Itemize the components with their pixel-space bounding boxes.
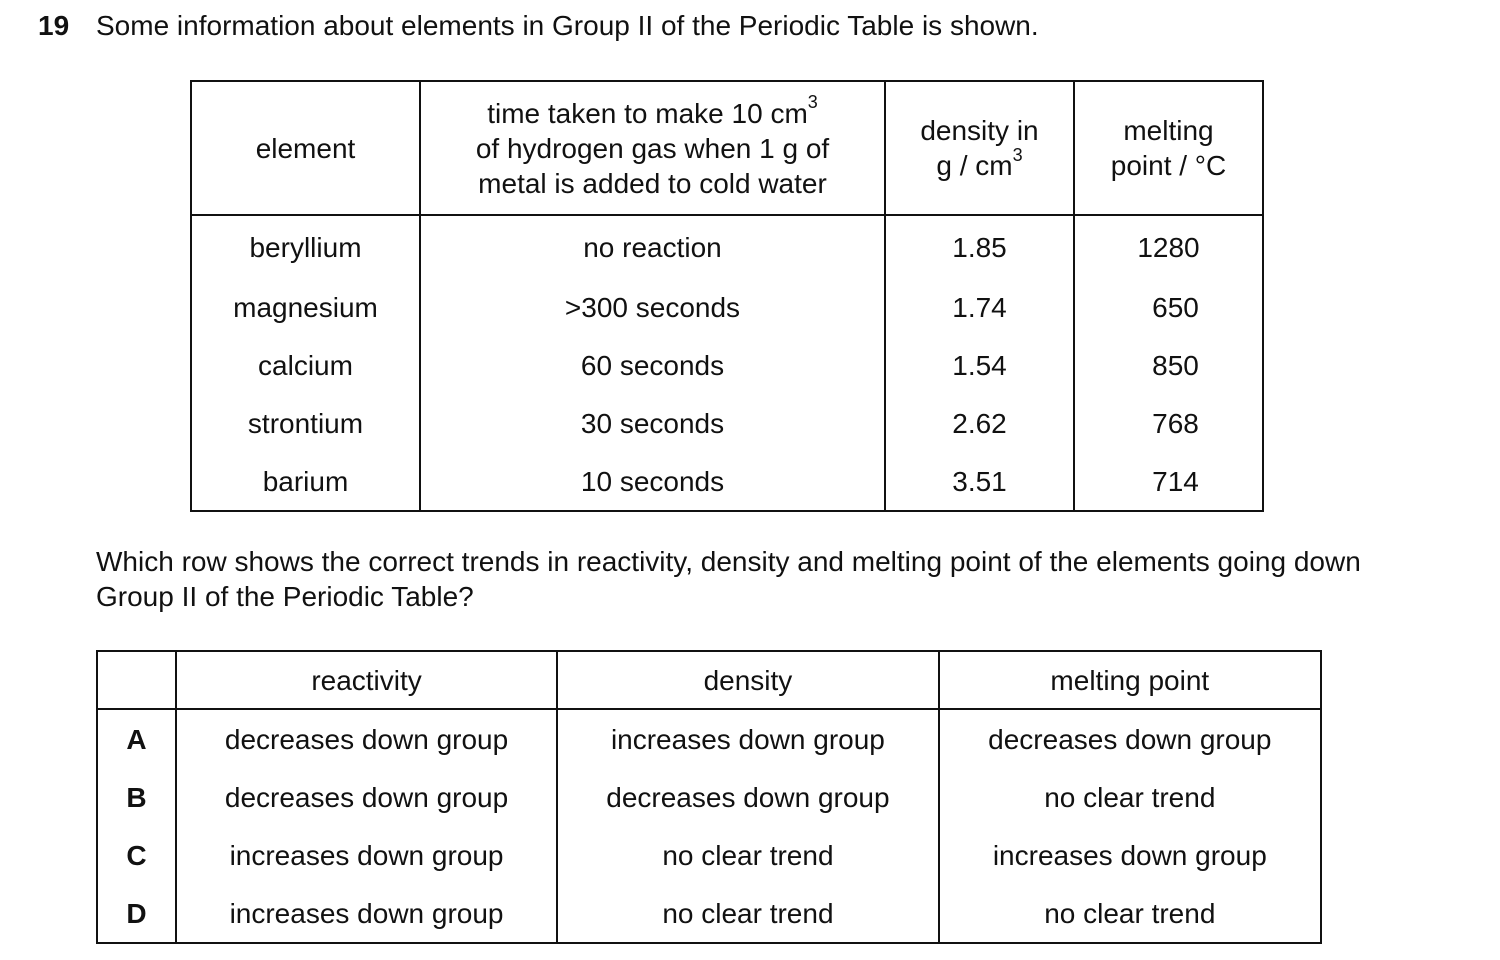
cell-time: >300 seconds bbox=[420, 278, 885, 336]
info-row-barium bbox=[191, 452, 1263, 511]
question-stem: Some information about elements in Group II of the Periodic Table is shown. bbox=[96, 10, 1039, 41]
option-density: no clear trend bbox=[557, 884, 938, 943]
options-header-row bbox=[97, 651, 1321, 709]
cell-melting: 650 bbox=[1074, 278, 1263, 336]
cell-density: 3.51 bbox=[885, 452, 1074, 511]
option-melting: decreases down group bbox=[939, 709, 1321, 768]
cell-melting: 714 bbox=[1074, 452, 1263, 511]
option-melting: increases down group bbox=[939, 826, 1321, 884]
info-row-strontium bbox=[191, 394, 1263, 452]
header-time-taken bbox=[420, 81, 885, 215]
header-melting-point: melting point bbox=[939, 651, 1321, 709]
header-time-line1: time taken to make 10 cm bbox=[487, 97, 808, 129]
option-letter[interactable]: B bbox=[97, 768, 176, 826]
cell-density: 2.62 bbox=[885, 394, 1074, 452]
option-letter[interactable]: A bbox=[97, 709, 176, 768]
question-prompt: Which row shows the correct trends in reactivity, density and melting point of the elements going down Group II of the Periodic Table? bbox=[96, 546, 1361, 612]
cell-element: beryllium bbox=[191, 215, 420, 278]
option-density: no clear trend bbox=[557, 826, 938, 884]
cell-density: 1.85 bbox=[885, 215, 1074, 278]
header-density-line2: g / cm bbox=[936, 150, 1013, 181]
option-melting: no clear trend bbox=[939, 884, 1321, 943]
cell-density: 1.74 bbox=[885, 278, 1074, 336]
option-melting: no clear trend bbox=[939, 768, 1321, 826]
option-density: increases down group bbox=[557, 709, 938, 768]
cell-time: no reaction bbox=[420, 215, 885, 278]
cell-melting: 1280 bbox=[1074, 215, 1263, 278]
header-blank bbox=[97, 651, 176, 709]
header-density-line1: density in bbox=[920, 115, 1039, 146]
cell-melting: 850 bbox=[1074, 336, 1263, 394]
cell-time: 10 seconds bbox=[420, 452, 885, 511]
cell-element: magnesium bbox=[191, 278, 420, 336]
header-element: element bbox=[191, 81, 420, 215]
cell-time: 60 seconds bbox=[420, 336, 885, 394]
option-letter[interactable]: D bbox=[97, 884, 176, 943]
cell-element: strontium bbox=[191, 394, 420, 452]
option-reactivity: increases down group bbox=[176, 826, 557, 884]
header-time-sup: 3 bbox=[807, 92, 818, 113]
info-table-header-row bbox=[191, 81, 1263, 215]
cell-element: barium bbox=[191, 452, 420, 511]
header-time-line3: metal is added to cold water bbox=[478, 167, 827, 199]
info-row-magnesium bbox=[191, 278, 1263, 336]
cell-density: 1.54 bbox=[885, 336, 1074, 394]
header-melting-line1: melting bbox=[1123, 115, 1214, 146]
option-row-a[interactable] bbox=[97, 709, 1321, 768]
cell-melting: 768 bbox=[1074, 394, 1263, 452]
option-density: decreases down group bbox=[557, 768, 938, 826]
header-density bbox=[885, 81, 1074, 215]
header-time-line2: of hydrogen gas when 1 g of bbox=[475, 132, 830, 164]
option-row-c[interactable] bbox=[97, 826, 1321, 884]
option-reactivity: decreases down group bbox=[176, 709, 557, 768]
cell-element: calcium bbox=[191, 336, 420, 394]
header-density-sup: 3 bbox=[1012, 144, 1023, 165]
header-melting-line2: point / °C bbox=[1110, 150, 1227, 181]
option-row-b[interactable] bbox=[97, 768, 1321, 826]
option-reactivity: increases down group bbox=[176, 884, 557, 943]
info-row-calcium bbox=[191, 336, 1263, 394]
cell-time: 30 seconds bbox=[420, 394, 885, 452]
option-reactivity: decreases down group bbox=[176, 768, 557, 826]
header-density: density bbox=[557, 651, 938, 709]
info-row-beryllium bbox=[191, 215, 1263, 278]
question-number: 19 bbox=[38, 10, 70, 41]
header-reactivity: reactivity bbox=[176, 651, 557, 709]
answer-options-table bbox=[96, 650, 1322, 944]
option-letter[interactable]: C bbox=[97, 826, 176, 884]
option-row-d[interactable] bbox=[97, 884, 1321, 943]
element-info-table bbox=[190, 80, 1264, 512]
header-melting-point bbox=[1074, 81, 1263, 215]
